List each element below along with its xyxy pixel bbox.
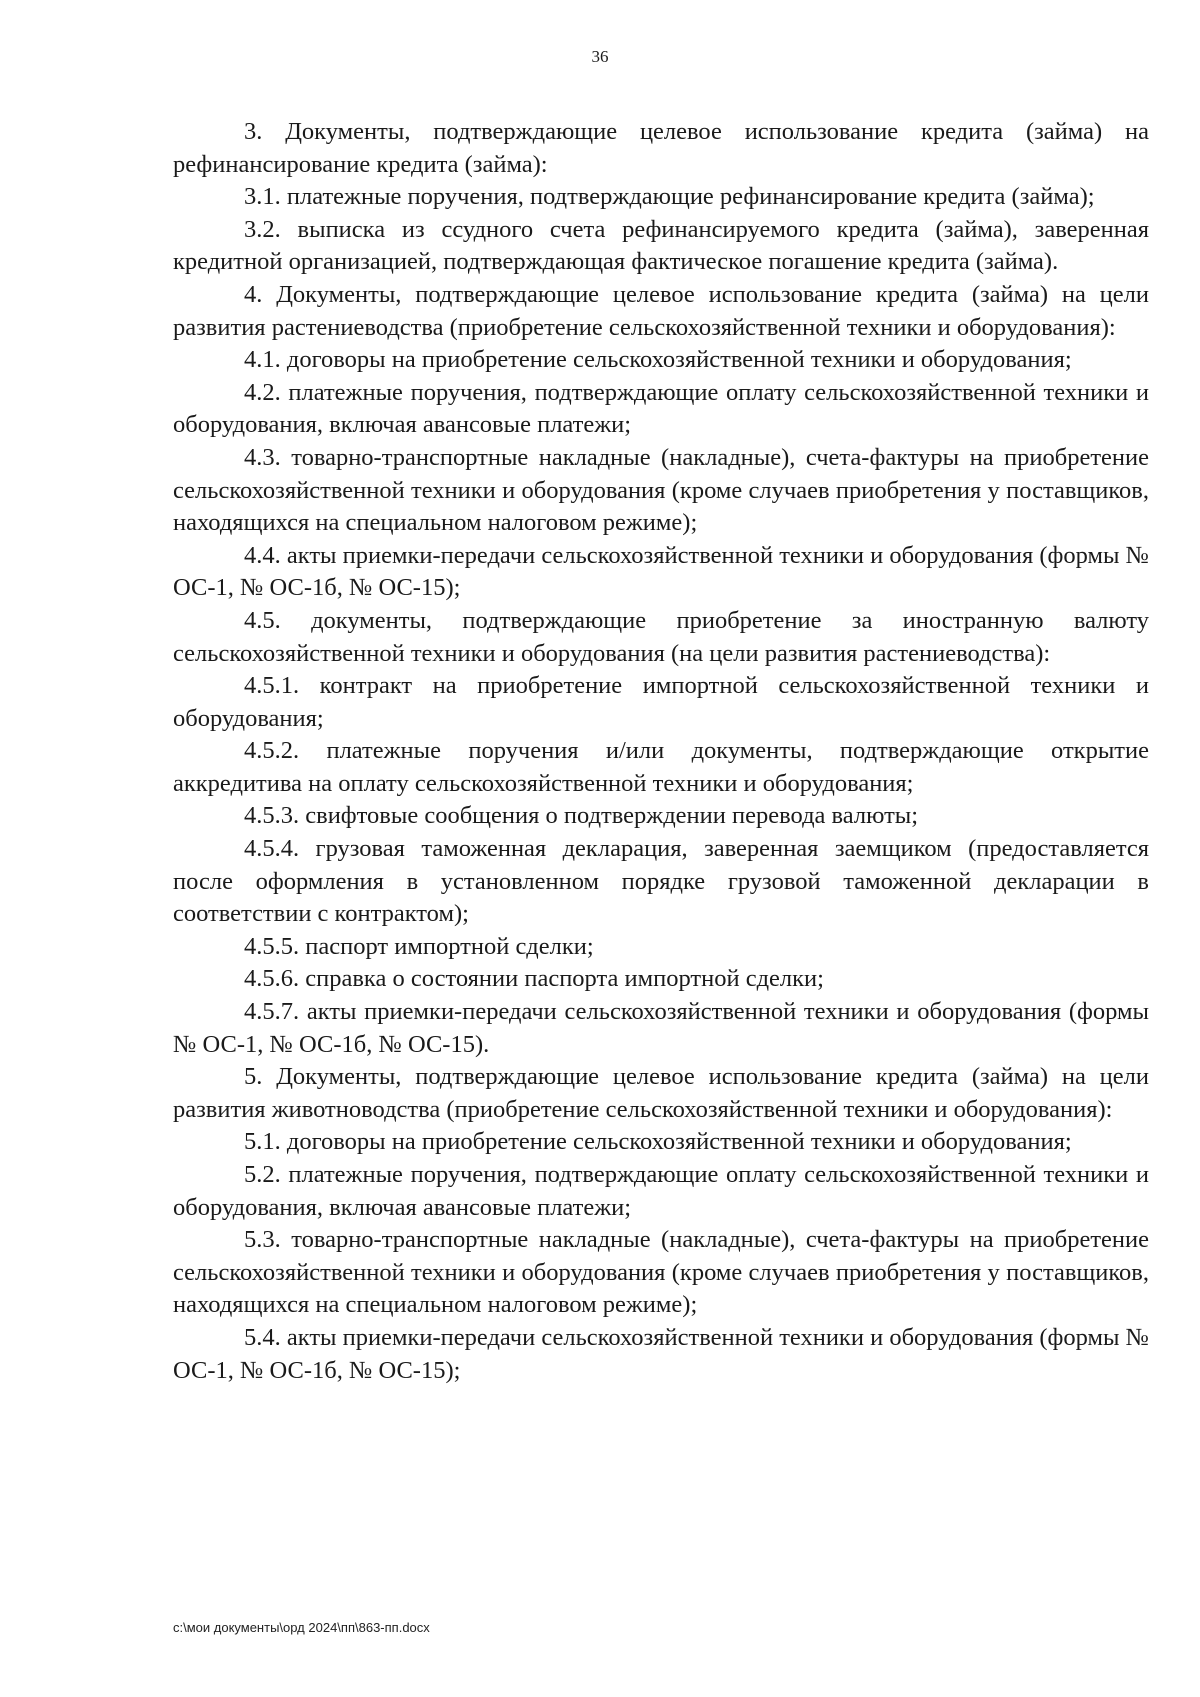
paragraph: 4.5.5. паспорт импортной сделки; [244, 932, 594, 960]
paragraph: 5. Документы, подтверждающие целевое использование кредита (займа) на цели развития животноводства (приобретение сельскохозяйственной техники и оборудования): [173, 1063, 1149, 1123]
page-number: 36 [591, 47, 609, 66]
paragraph: 5.4. акты приемки-передачи сельскохозяйственной техники и оборудования (формы № ОС-1, № ОС-1б, № ОС-15); [173, 1323, 1149, 1384]
paragraph: 3. Документы, подтверждающие целевое использование кредита (займа) на рефинансирование кредита (займа): [173, 118, 1149, 178]
paragraph: 3.1. платежные поручения, подтверждающие рефинансирование кредита (займа); [244, 183, 1095, 211]
paragraph: 5.1. договоры на приобретение сельскохозяйственной техники и оборудования; [244, 1128, 1072, 1156]
paragraph: 5.2. платежные поручения, подтверждающие оплату сельскохозяйственной техники и оборудования, включая авансовые платежи; [173, 1161, 1149, 1221]
paragraph: 5.3. товарно-транспортные накладные (накладные), счета-фактуры на приобретение сельскохозяйственной техники и оборудования (кроме случаев приобретения у поставщиков, находящихся на специальном налоговом режиме); [173, 1226, 1149, 1319]
paragraph: 4.5.7. акты приемки-передачи сельскохозяйственной техники и оборудования (формы № ОС-1, № ОС-1б, № ОС-15). [173, 998, 1149, 1058]
paragraph: 4.1. договоры на приобретение сельскохозяйственной техники и оборудования; [244, 346, 1072, 374]
paragraph: 4.4. акты приемки-передачи сельскохозяйственной техники и оборудования (формы № ОС-1, № ОС-1б, № ОС-15); [173, 541, 1149, 602]
document-body [173, 116, 1149, 1387]
paragraph: 4.2. платежные поручения, подтверждающие оплату сельскохозяйственной техники и оборудования, включая авансовые платежи; [173, 378, 1149, 439]
paragraph: 4.3. товарно-транспортные накладные (накладные), счета-фактуры на приобретение сельскохозяйственной техники и оборудования (кроме случаев приобретения у поставщиков, находящихся на специальном налоговом режиме); [173, 443, 1149, 537]
paragraph: 4.5.4. грузовая таможенная декларация, заверенная заемщиком (предоставляется после оформления в установленном порядке грузовой таможенной декларации в соответствии с контрактом); [173, 835, 1149, 928]
paragraph: 4.5. документы, подтверждающие приобретение за иностранную валюту сельскохозяйственной техники и оборудования (на цели развития растениеводства): [173, 606, 1149, 667]
paragraph: 3.2. выписка из ссудного счета рефинансируемого кредита (займа), заверенная кредитной организацией, подтверждающая фактическое погашение кредита (займа). [173, 215, 1149, 276]
paragraph: 4.5.6. справка о состоянии паспорта импортной сделки; [244, 965, 824, 993]
paragraph: 4.5.1. контракт на приобретение импортной сельскохозяйственной техники и оборудования; [173, 672, 1149, 732]
paragraph: 4.5.2. платежные поручения и/или документы, подтверждающие открытие аккредитива на оплату сельскохозяйственной техники и оборудования; [173, 737, 1149, 797]
footer-file-path: c:\мои документы\орд 2024\пп\863-пп.docx [173, 1620, 430, 1635]
paragraph: 4.5.3. свифтовые сообщения о подтверждении перевода валюты; [244, 802, 919, 830]
paragraph: 4. Документы, подтверждающие целевое использование кредита (займа) на цели развития растениеводства (приобретение сельскохозяйственной техники и оборудования): [173, 280, 1149, 341]
